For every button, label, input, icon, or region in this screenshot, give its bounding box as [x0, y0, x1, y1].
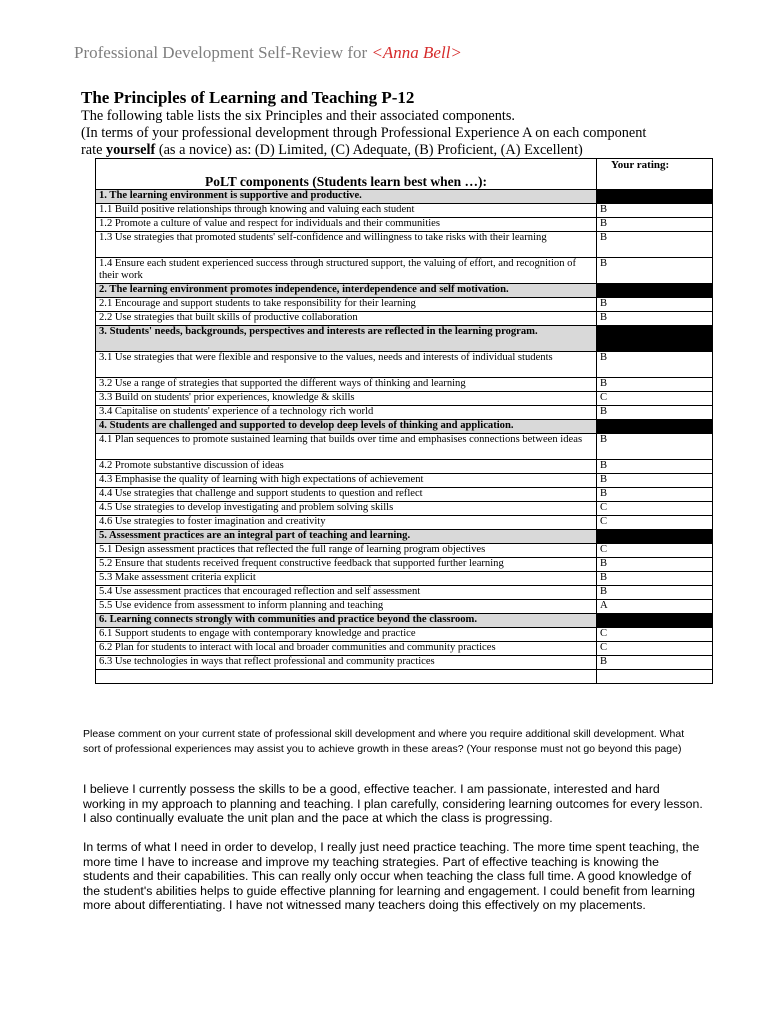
component-text: 1.1 Build positive relationships through knowing and valuing each student	[96, 204, 597, 218]
principle-heading: 1. The learning environment is supportive and productive.	[96, 190, 597, 204]
component-rating[interactable]: B	[597, 312, 713, 326]
component-rating[interactable]: B	[597, 378, 713, 392]
component-row	[96, 352, 713, 378]
component-rating[interactable]: B	[597, 232, 713, 258]
component-text: 3.4 Capitalise on students' experience of a technology rich world	[96, 406, 597, 420]
component-text: 4.2 Promote substantive discussion of ideas	[96, 460, 597, 474]
principle-row	[96, 284, 713, 298]
principle-row	[96, 190, 713, 204]
component-rating[interactable]: B	[597, 460, 713, 474]
component-rating[interactable]: B	[597, 218, 713, 232]
component-row	[96, 488, 713, 502]
component-rating[interactable]: B	[597, 406, 713, 420]
reviewee-name: <Anna Bell>	[371, 43, 462, 62]
component-rating[interactable]: B	[597, 586, 713, 600]
component-row	[96, 298, 713, 312]
component-row	[96, 406, 713, 420]
component-rating[interactable]: C	[597, 544, 713, 558]
principle-rating-cell	[597, 420, 713, 434]
component-row	[96, 378, 713, 392]
component-rating[interactable]: C	[597, 516, 713, 530]
component-rating[interactable]: B	[597, 656, 713, 670]
principle-row	[96, 530, 713, 544]
principle-row	[96, 420, 713, 434]
comment-paragraph-1: I believe I currently possess the skills to be a good, effective teacher. I am passionate, interested and hard working in my approach to planning and teaching. I plan carefully, considering learning outcomes for every lesson. I also continually evaluate the unit plan and the pace at which the class is progressing.	[83, 782, 703, 825]
component-row	[96, 460, 713, 474]
component-row	[96, 258, 713, 284]
header-prefix: Professional Development Self-Review for	[74, 43, 372, 62]
component-row	[96, 312, 713, 326]
component-rating[interactable]: B	[597, 204, 713, 218]
component-row	[96, 434, 713, 460]
component-text: 2.2 Use strategies that built skills of productive collaboration	[96, 312, 597, 326]
empty-row	[96, 670, 713, 684]
component-row	[96, 516, 713, 530]
principle-heading: 6. Learning connects strongly with communities and practice beyond the classroom.	[96, 614, 597, 628]
component-text: 4.1 Plan sequences to promote sustained learning that builds over time and emphasises connections between ideas	[96, 434, 597, 460]
component-text: 5.3 Make assessment criteria explicit	[96, 572, 597, 586]
component-rating[interactable]: C	[597, 502, 713, 516]
polt-table	[95, 158, 713, 684]
principle-rating-cell	[597, 530, 713, 544]
rating-column-header: Your rating:	[597, 159, 713, 190]
component-text: 4.6 Use strategies to foster imagination and creativity	[96, 516, 597, 530]
component-rating[interactable]: B	[597, 488, 713, 502]
component-text: 6.1 Support students to engage with contemporary knowledge and practice	[96, 628, 597, 642]
page-header	[74, 43, 462, 63]
component-rating[interactable]: B	[597, 298, 713, 312]
component-rating[interactable]: C	[597, 392, 713, 406]
principle-row	[96, 326, 713, 352]
document-title: The Principles of Learning and Teaching P-12	[81, 88, 415, 107]
component-text: 4.3 Emphasise the quality of learning with high expectations of achievement	[96, 474, 597, 488]
component-row	[96, 232, 713, 258]
intro-line-3	[81, 142, 731, 159]
component-text: 6.2 Plan for students to interact with local and broader communities and community practices	[96, 642, 597, 656]
component-row	[96, 474, 713, 488]
component-rating[interactable]: B	[597, 258, 713, 284]
component-rating[interactable]: B	[597, 434, 713, 460]
component-text: 5.4 Use assessment practices that encouraged reflection and self assessment	[96, 586, 597, 600]
component-text: 1.2 Promote a culture of value and respect for individuals and their communities	[96, 218, 597, 232]
intro-line-2: (In terms of your professional development through Professional Experience A on each component	[81, 125, 647, 141]
component-row	[96, 544, 713, 558]
empty-cell	[96, 670, 597, 684]
principle-rating-cell	[597, 326, 713, 352]
component-row	[96, 502, 713, 516]
component-text: 3.1 Use strategies that were flexible and responsive to the values, needs and interests of individual students	[96, 352, 597, 378]
principle-heading: 4. Students are challenged and supported to develop deep levels of thinking and application.	[96, 420, 597, 434]
principle-row	[96, 614, 713, 628]
component-row	[96, 218, 713, 232]
intro-line-1: The following table lists the six Principles and their associated components.	[81, 108, 515, 124]
component-text: 5.1 Design assessment practices that reflected the full range of learning program objectives	[96, 544, 597, 558]
component-row	[96, 204, 713, 218]
principle-rating-cell	[597, 614, 713, 628]
component-row	[96, 572, 713, 586]
principle-rating-cell	[597, 284, 713, 298]
component-row	[96, 558, 713, 572]
table-header-row	[96, 159, 713, 190]
component-rating[interactable]: B	[597, 558, 713, 572]
principle-heading: 3. Students' needs, backgrounds, perspectives and interests are reflected in the learning program.	[96, 326, 597, 352]
component-rating[interactable]: C	[597, 642, 713, 656]
component-text: 1.3 Use strategies that promoted students' self-confidence and willingness to take risks with their learning	[96, 232, 597, 258]
component-text: 3.3 Build on students' prior experiences, knowledge & skills	[96, 392, 597, 406]
component-text: 4.4 Use strategies that challenge and support students to question and reflect	[96, 488, 597, 502]
component-row	[96, 392, 713, 406]
empty-rating-cell[interactable]	[597, 670, 713, 684]
intro-rating-scale: (as a novice) as: (D) Limited, (C) Adequate, (B) Proficient, (A) Excellent)	[155, 142, 583, 158]
component-text: 6.3 Use technologies in ways that reflect professional and community practices	[96, 656, 597, 670]
component-text: 3.2 Use a range of strategies that supported the different ways of thinking and learning	[96, 378, 597, 392]
component-text: 4.5 Use strategies to develop investigating and problem solving skills	[96, 502, 597, 516]
component-text: 5.2 Ensure that students received frequent constructive feedback that supported further learning	[96, 558, 597, 572]
components-column-header: PoLT components (Students learn best when …):	[96, 159, 597, 190]
component-rating[interactable]: C	[597, 628, 713, 642]
component-row	[96, 642, 713, 656]
component-row	[96, 586, 713, 600]
intro-yourself: yourself	[106, 142, 156, 158]
principle-heading: 5. Assessment practices are an integral part of teaching and learning.	[96, 530, 597, 544]
component-rating[interactable]: B	[597, 572, 713, 586]
component-rating[interactable]: A	[597, 600, 713, 614]
intro-rate-prefix: rate	[81, 142, 106, 158]
polt-table-body	[96, 190, 713, 684]
component-rating[interactable]: B	[597, 474, 713, 488]
principle-heading: 2. The learning environment promotes independence, interdependence and self motivation.	[96, 284, 597, 298]
component-text: 5.5 Use evidence from assessment to inform planning and teaching	[96, 600, 597, 614]
component-row	[96, 656, 713, 670]
comment-paragraph-2: In terms of what I need in order to develop, I really just need practice teaching. The more time spent teaching, the more time I have to increase and improve my teaching strategies. Part of effective teaching is knowing the students and their capabilities. This can really only occur when teaching the class full time. A good knowledge of the student's abilities helps to guide effective planning for learning and engagement. I could benefit from learning more about differentiating. I have not witnessed many teachers doing this effectively on my placements.	[83, 840, 700, 912]
component-text: 2.1 Encourage and support students to take responsibility for their learning	[96, 298, 597, 312]
component-rating[interactable]: B	[597, 352, 713, 378]
component-row	[96, 600, 713, 614]
principle-rating-cell	[597, 190, 713, 204]
component-row	[96, 628, 713, 642]
comment-prompt: Please comment on your current state of professional skill development and where you require additional skill development. What sort of professional experiences may assist you to achieve growth in these areas? (Your response must not go beyond this page)	[83, 728, 685, 755]
component-text: 1.4 Ensure each student experienced success through structured support, the valuing of effort, and recognition of their work	[96, 258, 597, 284]
